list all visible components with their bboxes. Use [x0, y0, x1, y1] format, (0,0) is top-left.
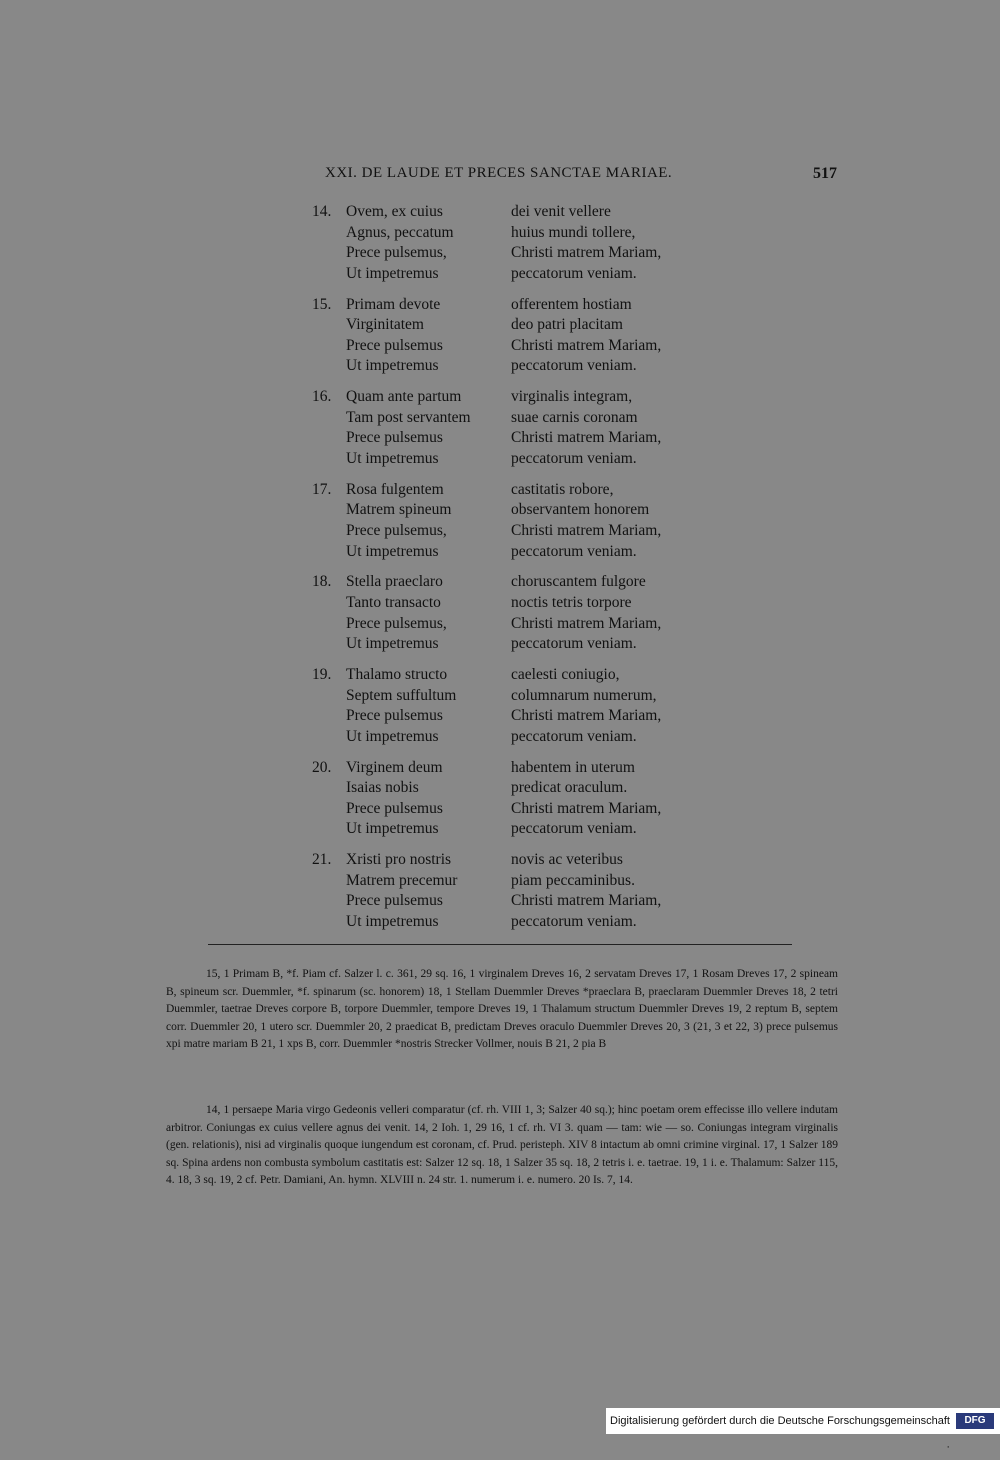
verse-first-half: Rosa fulgentem: [346, 480, 444, 498]
verse-line: [312, 615, 732, 636]
verse-first-half: Primam devote: [346, 295, 441, 313]
verse-first-half: Ut impetremus: [346, 820, 439, 838]
verse-first-half: Ut impetremus: [346, 635, 439, 653]
verse-first-half: Prece pulsemus,: [346, 521, 447, 539]
stanza-number: 17.: [312, 480, 332, 498]
stanza-number: 18.: [312, 573, 332, 591]
verse-second-half: peccatorum veniam.: [511, 264, 637, 282]
verse-second-half: Christi matrem Mariam,: [511, 244, 662, 262]
verse-second-half: predicat oraculum.: [511, 779, 628, 797]
verse-first-half: Prece pulsemus: [346, 336, 443, 354]
verse-second-half: piam peccaminibus.: [511, 871, 635, 889]
verse-second-half: Christi matrem Mariam,: [511, 892, 662, 910]
stanza: [312, 573, 732, 666]
verse-line: [312, 820, 732, 841]
funding-text: Digitalisierung gefördert durch die Deutsche Forschungsgemeinschaft ·: [610, 1415, 950, 1453]
stanza-number: 14.: [312, 203, 332, 220]
verse-first-half: Virginitatem: [346, 316, 424, 334]
running-header: [325, 165, 837, 187]
verse-second-half: peccatorum veniam.: [511, 820, 637, 838]
stanza-number: 19.: [312, 665, 332, 683]
verse-second-half: caelesti coniugio,: [511, 665, 620, 683]
verse-first-half: Matrem spineum: [346, 501, 452, 519]
verse-first-half: Tam post servantem: [346, 408, 471, 426]
verse-second-half: peccatorum veniam.: [511, 449, 637, 467]
verse-first-half: Ut impetremus: [346, 727, 439, 745]
verse-first-half: Septem suffultum: [346, 686, 457, 704]
verse-line: [312, 543, 732, 564]
verse-second-half: huius mundi tollere,: [511, 223, 636, 241]
verse-first-half: Virginem deum: [346, 758, 443, 776]
verse-first-half: Prece pulsemus: [346, 707, 443, 725]
stanza: [312, 296, 732, 389]
verse-line: [312, 666, 732, 687]
stanza: [312, 759, 732, 852]
verse-line: [312, 728, 732, 749]
verse-line: [312, 892, 732, 913]
verse-line: [312, 316, 732, 337]
verse-line: [312, 388, 732, 409]
verse-line: [312, 779, 732, 800]
stanza: [312, 666, 732, 759]
verse-line: [312, 296, 732, 317]
verse-first-half: Ut impetremus: [346, 264, 439, 282]
verse-first-half: Prece pulsemus: [346, 892, 443, 910]
verse-line: [312, 635, 732, 656]
verse-second-half: Christi matrem Mariam,: [511, 429, 662, 447]
verse-second-half: peccatorum veniam.: [511, 357, 637, 375]
verse-line: [312, 244, 732, 265]
verse-line: [312, 522, 732, 543]
verse-first-half: Agnus, peccatum: [346, 223, 454, 241]
stanza: [312, 481, 732, 574]
verse-line: [312, 594, 732, 615]
verse-first-half: Tanto transacto: [346, 593, 441, 611]
page-number: 517: [813, 165, 837, 182]
stanza: [312, 851, 732, 944]
critical-apparatus-text: 15, 1 Primam B, *f. Piam cf. Salzer l. c. 361, 29 sq. 16, 1 virginalem Dreves 16, 2 servatam Dreves 17, 1 Rosam Dreves 17, 2 spineam B, spineum scr. Duemmler, *f. spinarum (sc. honorem) 18, 1 Stellam Duemmler Dreves *praeclara B, praeclaram Duemmler Dreves 18, 2 tetri Duemmler, taetrae Dreves corpore B, torpore Duemmler, tempore Dreves 19, 1 Thalamum structum Duemmler Dreves 19, 2 reptum B, septem corr. Duemmler 20, 1 utero scr. Duemmler 20, 2 praedicat B, predictam Dreves oraculo Duemmler Dreves 20, 3 (21, 3 et 22, 3) prece pulsemus xpi matre mariam B 21, 1 xps B, corr. Duemmler *nostris Strecker Vollmer, nouis B 21, 2 pia B: [166, 968, 838, 1050]
stanza-number: 16.: [312, 388, 332, 406]
verse-line: [312, 409, 732, 430]
verse-first-half: Ut impetremus: [346, 449, 439, 467]
stanza: [312, 388, 732, 481]
verse-second-half: peccatorum veniam.: [511, 542, 637, 560]
verse-line: [312, 913, 732, 934]
verse-second-half: Christi matrem Mariam,: [511, 614, 662, 632]
commentary: [166, 1102, 838, 1190]
footnote-divider: [208, 944, 792, 945]
verse-second-half: dei venit vellere: [511, 203, 611, 220]
verse-line: [312, 450, 732, 471]
verse-second-half: novis ac veteribus: [511, 851, 623, 869]
verse-line: [312, 265, 732, 286]
verse-second-half: noctis tetris torpore: [511, 593, 632, 611]
funding-footer: [606, 1408, 1000, 1453]
verse-second-half: offerentem hostiam: [511, 295, 632, 313]
stanza-number: 15.: [312, 295, 332, 313]
verse-second-half: peccatorum veniam.: [511, 912, 637, 930]
stanza: [312, 203, 732, 296]
page-title: XXI. DE LAUDE ET PRECES SANCTAE MARIAE.: [325, 165, 673, 181]
verse-first-half: Ut impetremus: [346, 912, 439, 930]
verse-second-half: observantem honorem: [511, 501, 650, 519]
verse-line: [312, 203, 732, 224]
verse-first-half: Prece pulsemus,: [346, 614, 447, 632]
commentary-text: 14, 1 persaepe Maria virgo Gedeonis velleri comparatur (cf. rh. VIII 1, 3; Salzer 40 sq.); hinc poetam orem effecisse illo vellere indutam arbitror. Coniungas ex cuius vellere agnus dei venit. 14, 2 Ioh. 1, 29 16, 1 cf. rh. VI 3. quam — tam: wie — so. Coniungas integram virginalis (gen. relationis), nisi ad virginalis quoque iungendum est coronam, cf. Prud. peristeph. XIV 8 intactum ab omni crimine virginal. 17, 1 Salzer 189 sq. Spina ardens non combusta symbolum castitatis est: Salzer 12 sq. 18, 1 Salzer 35 sq. 18, 2 tetris i. e. taetrae. 19, 1 i. e. Thalamum: Salzer 115, 4. 18, 3 sq. 19, 2 cf. Petr. Damiani, An. hymn. XLVIII n. 24 str. 1. numerum i. e. numero. 20 Is. 7, 14.: [166, 1104, 838, 1186]
verse-line: [312, 501, 732, 522]
verse-second-half: Christi matrem Mariam,: [511, 799, 662, 817]
verse-line: [312, 851, 732, 872]
verse-second-half: choruscantem fulgore: [511, 573, 646, 591]
verse-second-half: Christi matrem Mariam,: [511, 707, 662, 725]
verse-second-half: deo patri placitam: [511, 316, 623, 334]
dfg-logo: DFG: [956, 1413, 994, 1429]
stanza-number: 20.: [312, 758, 332, 776]
verse-line: [312, 687, 732, 708]
verse-second-half: Christi matrem Mariam,: [511, 336, 662, 354]
verse-second-half: castitatis robore,: [511, 480, 614, 498]
verse-first-half: Quam ante partum: [346, 388, 462, 406]
verse-line: [312, 429, 732, 450]
verse-first-half: Isaias nobis: [346, 779, 419, 797]
verse-line: [312, 707, 732, 728]
verse-first-half: Prece pulsemus: [346, 799, 443, 817]
verse-second-half: virginalis integram,: [511, 388, 633, 406]
verse-second-half: suae carnis coronam: [511, 408, 638, 426]
critical-apparatus: [166, 966, 838, 1054]
verse-line: [312, 224, 732, 245]
verse-first-half: Stella praeclaro: [346, 573, 443, 591]
verse-second-half: peccatorum veniam.: [511, 727, 637, 745]
verse-second-half: habentem in uterum: [511, 758, 635, 776]
verse-line: [312, 800, 732, 821]
poem-body: [312, 203, 732, 944]
verse-line: [312, 872, 732, 893]
verse-first-half: Ut impetremus: [346, 542, 439, 560]
verse-line: [312, 481, 732, 502]
verse-first-half: Matrem precemur: [346, 871, 458, 889]
verse-line: [312, 759, 732, 780]
verse-line: [312, 337, 732, 358]
verse-first-half: Prece pulsemus,: [346, 244, 447, 262]
verse-second-half: columnarum numerum,: [511, 686, 657, 704]
verse-line: [312, 573, 732, 594]
stanza-number: 21.: [312, 851, 332, 869]
verse-first-half: Ut impetremus: [346, 357, 439, 375]
verse-second-half: Christi matrem Mariam,: [511, 521, 662, 539]
verse-line: [312, 357, 732, 378]
verse-first-half: Prece pulsemus: [346, 429, 443, 447]
verse-first-half: Ovem, ex cuius: [346, 203, 443, 220]
verse-first-half: Xristi pro nostris: [346, 851, 452, 869]
verse-first-half: Thalamo structo: [346, 665, 448, 683]
verse-second-half: peccatorum veniam.: [511, 635, 637, 653]
